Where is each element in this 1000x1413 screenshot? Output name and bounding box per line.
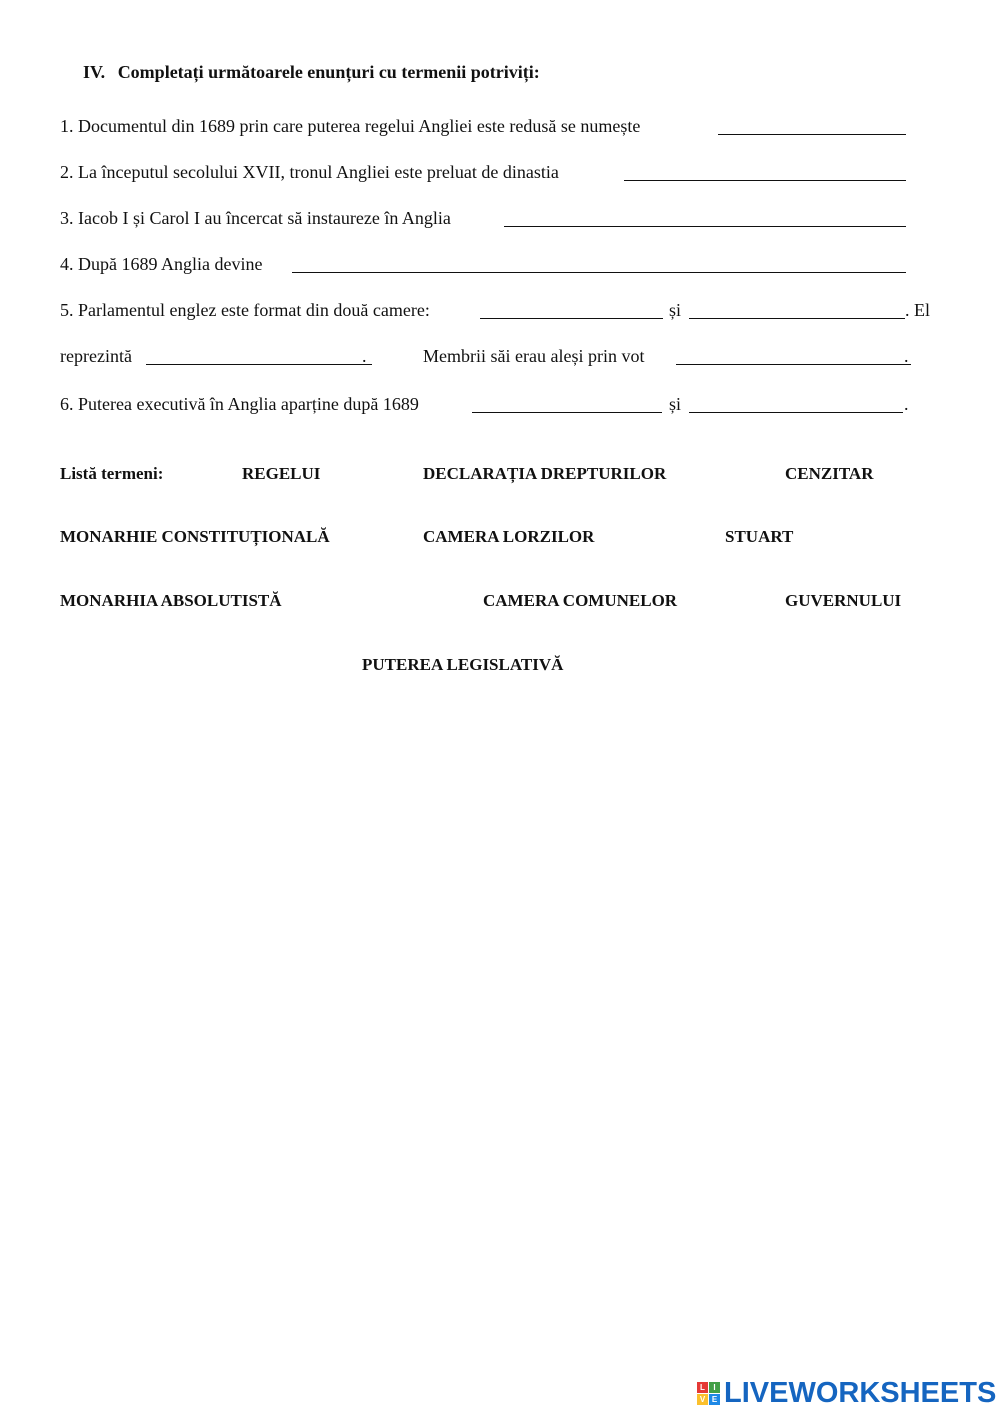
answer-6b-line (689, 412, 903, 413)
logo-mark-i: I (709, 1382, 720, 1393)
answer-6b-input[interactable] (689, 392, 905, 412)
liveworksheets-logo-icon (697, 1382, 720, 1405)
logo-mark-e: E (709, 1394, 720, 1405)
term-item[interactable]: DECLARAȚIA DREPTURILOR (423, 464, 667, 483)
answer-2-input[interactable] (624, 160, 908, 180)
question-5-continued (60, 346, 132, 367)
liveworksheets-logo[interactable] (697, 1376, 996, 1410)
logo-mark-l: L (697, 1382, 708, 1393)
answer-5b-line (689, 318, 905, 319)
answer-5a-input[interactable] (480, 298, 665, 318)
answer-5c-line (146, 364, 372, 365)
term-item[interactable]: STUART (725, 527, 794, 546)
term-item[interactable]: PUTEREA LEGISLATIVĂ (362, 655, 564, 674)
answer-5c-input[interactable] (146, 344, 362, 364)
question-1 (60, 116, 640, 137)
answer-5a-line (480, 318, 663, 319)
conjunction-6: și (669, 394, 682, 414)
logo-text: LIVEWORKSHEETS (724, 1376, 997, 1409)
question-5-vote-text: Membrii săi erau aleși prin vot (423, 346, 645, 366)
answer-5d-line (676, 364, 911, 365)
answer-4-input[interactable] (292, 252, 908, 272)
answer-5b-input[interactable] (689, 298, 907, 318)
answer-3-line (504, 226, 906, 227)
term-item[interactable]: GUVERNULUI (785, 591, 902, 610)
question-2 (60, 162, 559, 183)
term-item[interactable]: MONARHIA ABSOLUTISTĂ (60, 591, 282, 610)
answer-6a-line (472, 412, 662, 413)
question-3-text: 3. Iacob I și Carol I au încercat să instaureze în Anglia (60, 208, 451, 228)
term-item[interactable]: REGELUI (242, 464, 321, 483)
question-4-text: 4. După 1689 Anglia devine (60, 254, 263, 274)
question-2-text: 2. La începutul secolului XVII, tronul Angliei este preluat de dinastia (60, 162, 559, 182)
period-5d: . (904, 346, 909, 366)
answer-6a-input[interactable] (472, 392, 664, 412)
term-item[interactable]: CAMERA LORZILOR (423, 527, 595, 546)
period-6: . (904, 394, 909, 414)
answer-3-input[interactable] (504, 206, 908, 226)
question-6 (60, 394, 419, 415)
section-number: IV. (83, 62, 106, 82)
term-item[interactable]: CAMERA COMUNELOR (483, 591, 678, 610)
answer-4-line (292, 272, 906, 273)
term-item[interactable]: CENZITAR (785, 464, 874, 483)
answer-2-line (624, 180, 906, 181)
question-5-text: 5. Parlamentul englez este format din două camere: (60, 300, 430, 320)
logo-mark-v: V (697, 1394, 708, 1405)
question-5 (60, 300, 430, 321)
question-4 (60, 254, 262, 275)
section-title: Completați următoarele enunțuri cu termenii potriviți: (117, 62, 540, 82)
answer-1-input[interactable] (718, 114, 908, 134)
answer-5d-input[interactable] (676, 344, 902, 364)
question-1-text: 1. Documentul din 1689 prin care puterea regelui Angliei este redusă se numește (60, 116, 641, 136)
conjunction-5: și (669, 300, 682, 320)
question-3 (60, 208, 451, 229)
answer-1-line (718, 134, 906, 135)
section-heading (83, 62, 540, 83)
question-6-text: 6. Puterea executivă în Anglia aparține după 1689 (60, 394, 419, 414)
period-5c: . (362, 346, 367, 366)
question-5-tail: . El (905, 300, 930, 320)
question-5-continued-text: reprezintă (60, 346, 132, 366)
term-item[interactable]: MONARHIE CONSTITUȚIONALĂ (60, 527, 330, 546)
terms-label: Listă termeni: (60, 464, 164, 483)
